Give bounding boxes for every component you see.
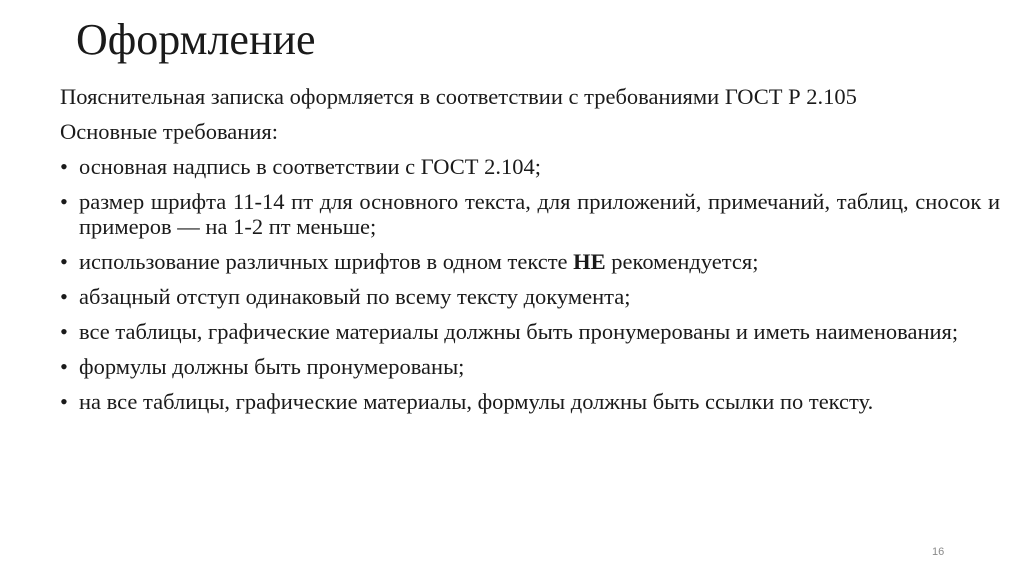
list-item-text: абзацный отступ одинаковый по всему тексту документа; (79, 284, 631, 309)
list-item (60, 249, 1000, 274)
emphasis-not: НЕ (573, 249, 606, 274)
page-number: 16 (932, 546, 945, 558)
bullet-icon: • (60, 189, 68, 214)
intro-paragraph: Пояснительная записка оформляется в соответствии с требованиями ГОСТ Р 2.105 (60, 84, 857, 109)
list-item-text: формулы должны быть пронумерованы; (79, 354, 465, 379)
bullet-icon: • (60, 154, 68, 179)
list-item-text: основная надпись в соответствии с ГОСТ 2.104; (79, 154, 541, 179)
list-item-text-after: рекомендуется; (605, 249, 759, 274)
bullet-icon: • (60, 249, 68, 274)
bullet-icon: • (60, 354, 68, 379)
list-item-text: размер шрифта 11-14 пт для основного текста, для приложений, примечаний, таблиц, сносок и примеров — на 1-2 пт меньше; (79, 189, 1000, 239)
bullet-icon: • (60, 284, 68, 309)
list-item-text: все таблицы, графические материалы должны быть пронумерованы и иметь наименования; (79, 319, 959, 344)
requirements-heading: Основные требования: (60, 119, 278, 144)
list-item-text-before: использование различных шрифтов в одном тексте (79, 249, 574, 274)
list-item (60, 189, 1000, 239)
list-item (60, 389, 1000, 414)
list-item (60, 354, 1000, 379)
list-item (60, 319, 1000, 344)
bullet-icon: • (60, 389, 68, 414)
list-item-text: на все таблицы, графические материалы, формулы должны быть ссылки по тексту. (79, 389, 874, 414)
requirements-list (60, 154, 1000, 414)
list-item (60, 154, 1000, 179)
bullet-icon: • (60, 319, 68, 344)
slide-content (60, 84, 1000, 424)
slide-title: Оформление (76, 15, 316, 64)
list-item (60, 284, 1000, 309)
list-item-text (79, 249, 759, 274)
